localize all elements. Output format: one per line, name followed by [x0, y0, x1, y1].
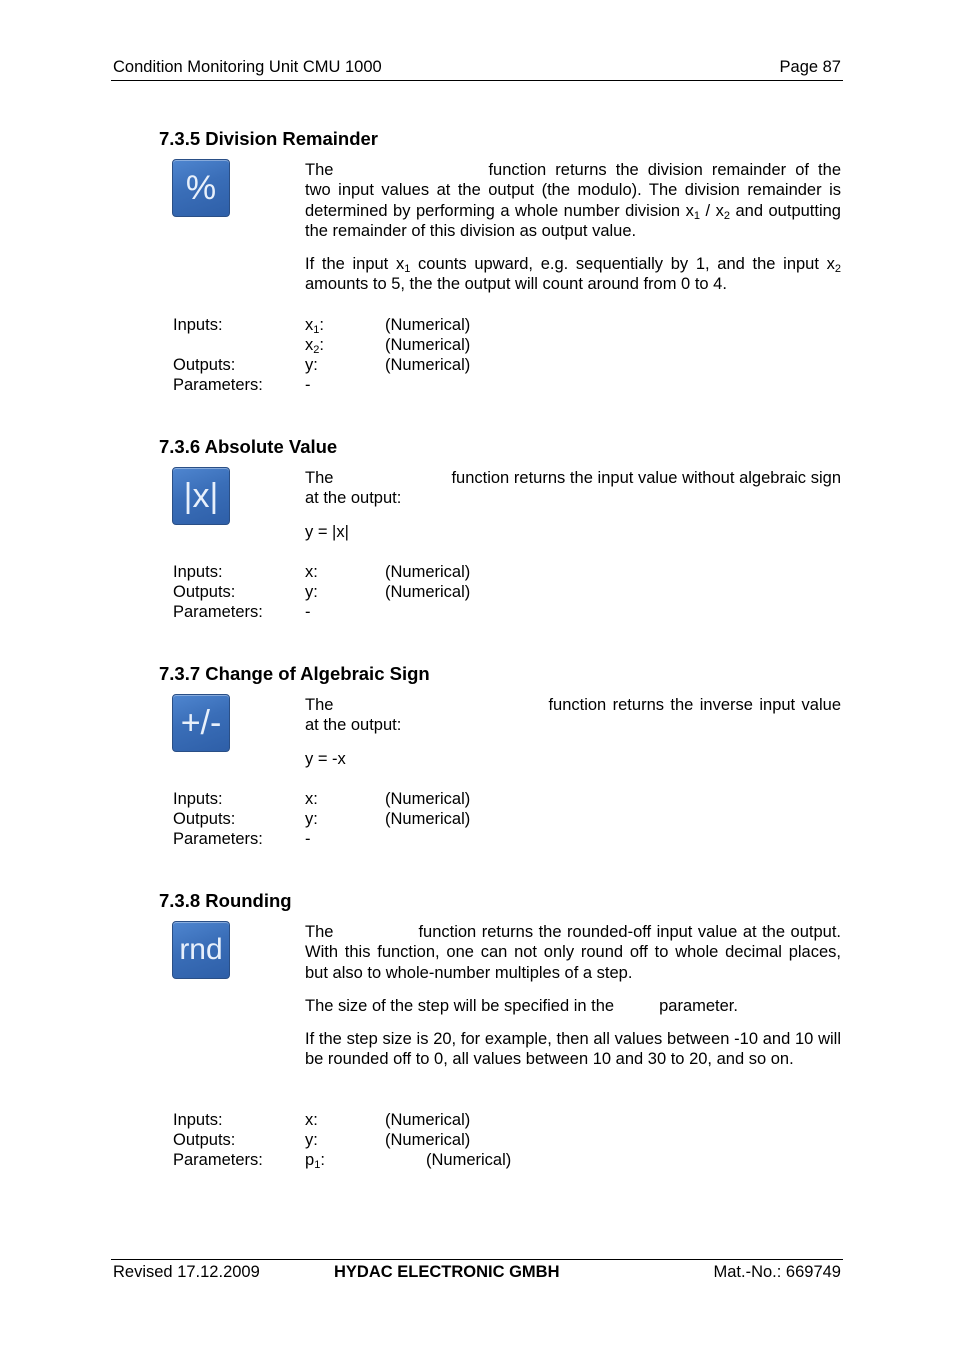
outputs-label: Outputs:	[173, 1131, 236, 1149]
io-type: (Numerical)	[385, 316, 471, 334]
text: The	[305, 696, 334, 714]
parameters-label: Parameters:	[173, 603, 263, 621]
percent-icon: %	[172, 159, 230, 217]
inputs-label: Inputs:	[173, 790, 223, 808]
paragraph	[305, 922, 841, 983]
outputs-label: Outputs:	[173, 583, 236, 601]
io-var: -	[305, 376, 311, 394]
io-var: y:	[305, 583, 318, 601]
io-var: x:	[305, 1111, 318, 1129]
text: If the input x	[305, 255, 405, 273]
footer-rule	[111, 1259, 843, 1260]
text: The	[305, 923, 334, 941]
io-type: (Numerical)	[426, 1151, 512, 1169]
paragraph	[305, 996, 841, 1016]
section-title: 7.3.5 Division Remainder	[159, 128, 379, 149]
io-var: -	[305, 830, 311, 848]
text: parameter.	[659, 997, 738, 1015]
io-var: $x_1$:	[305, 316, 324, 336]
paragraph	[305, 468, 841, 509]
io-var: $x_2$:	[305, 336, 324, 356]
parameters-label: Parameters:	[173, 830, 263, 848]
io-type: (Numerical)	[385, 1131, 471, 1149]
footer-company: HYDAC ELECTRONIC GMBH	[334, 1263, 560, 1281]
paragraph	[305, 160, 841, 241]
io-type: (Numerical)	[385, 563, 471, 581]
section-title: 7.3.7 Change of Algebraic Sign	[159, 663, 430, 684]
text: function returns the inverse input value at the output:	[305, 696, 841, 735]
subscript: 1	[404, 263, 411, 275]
io-type: (Numerical)	[385, 356, 471, 374]
text: amounts to 5, the the output will count around from 0 to 4.	[305, 275, 727, 294]
formula: y = |x|	[305, 523, 349, 541]
outputs-label: Outputs:	[173, 356, 236, 374]
text: function returns the input value without algebraic sign at the output:	[305, 469, 841, 508]
inputs-label: Inputs:	[173, 563, 223, 581]
parameters-label: Parameters:	[173, 1151, 263, 1169]
io-var: y:	[305, 356, 318, 374]
section-title: 7.3.8 Rounding	[159, 890, 292, 911]
parameters-label: Parameters:	[173, 376, 263, 394]
inputs-label: Inputs:	[173, 1111, 223, 1129]
text: function returns the division remainder of the two input values at the output (the modulo). The division remainder is determined by performing a whole number division x	[305, 161, 841, 220]
io-var: x:	[305, 563, 318, 581]
io-type: (Numerical)	[385, 336, 471, 354]
io-var: -	[305, 603, 311, 621]
outputs-label: Outputs:	[173, 810, 236, 828]
subscript: 2	[723, 209, 730, 222]
io-type: (Numerical)	[385, 1111, 471, 1129]
io-type: (Numerical)	[385, 810, 471, 828]
paragraph: If the step size is 20, for example, then all values between -10 and 10 will be rounded off to 0, all values between 10 and 30 to 20, and so on.	[305, 1030, 841, 1069]
footer-revised: Revised 17.12.2009	[113, 1263, 260, 1281]
text: counts upward, e.g. sequentially by 1, and the input x	[410, 255, 835, 273]
footer-matno: Mat.-No.: 669749	[713, 1263, 841, 1281]
text: The	[305, 161, 334, 179]
subscript: 1	[693, 209, 700, 222]
text: and outputting the remainder of this division as output value.	[305, 201, 841, 240]
section-title: 7.3.6 Absolute Value	[159, 436, 338, 457]
text: / x	[700, 201, 724, 220]
rounding-icon: rnd	[172, 921, 230, 979]
io-var: y:	[305, 1131, 318, 1149]
plus-minus-icon: +/-	[172, 694, 230, 752]
text: function returns the rounded-off input value at the output. With this function, one can not only round off to whole decimal places, but also to whole-number multiples of a step.	[305, 923, 841, 982]
text: The	[305, 469, 334, 487]
header-page: Page 87	[779, 58, 841, 76]
io-var: y:	[305, 810, 318, 828]
inputs-label: Inputs:	[173, 316, 223, 334]
io-type: (Numerical)	[385, 790, 471, 808]
absolute-value-icon: |x|	[172, 467, 230, 525]
text: The size of the step will be specified in the	[305, 997, 615, 1015]
header-rule	[111, 80, 843, 81]
io-type: (Numerical)	[385, 583, 471, 601]
subscript: 2	[834, 263, 841, 275]
io-var: $p_1$:	[305, 1151, 325, 1171]
paragraph	[305, 254, 841, 295]
header-title: Condition Monitoring Unit CMU 1000	[113, 58, 382, 76]
formula: y = -x	[305, 750, 346, 768]
io-var: x:	[305, 790, 318, 808]
paragraph	[305, 695, 841, 736]
